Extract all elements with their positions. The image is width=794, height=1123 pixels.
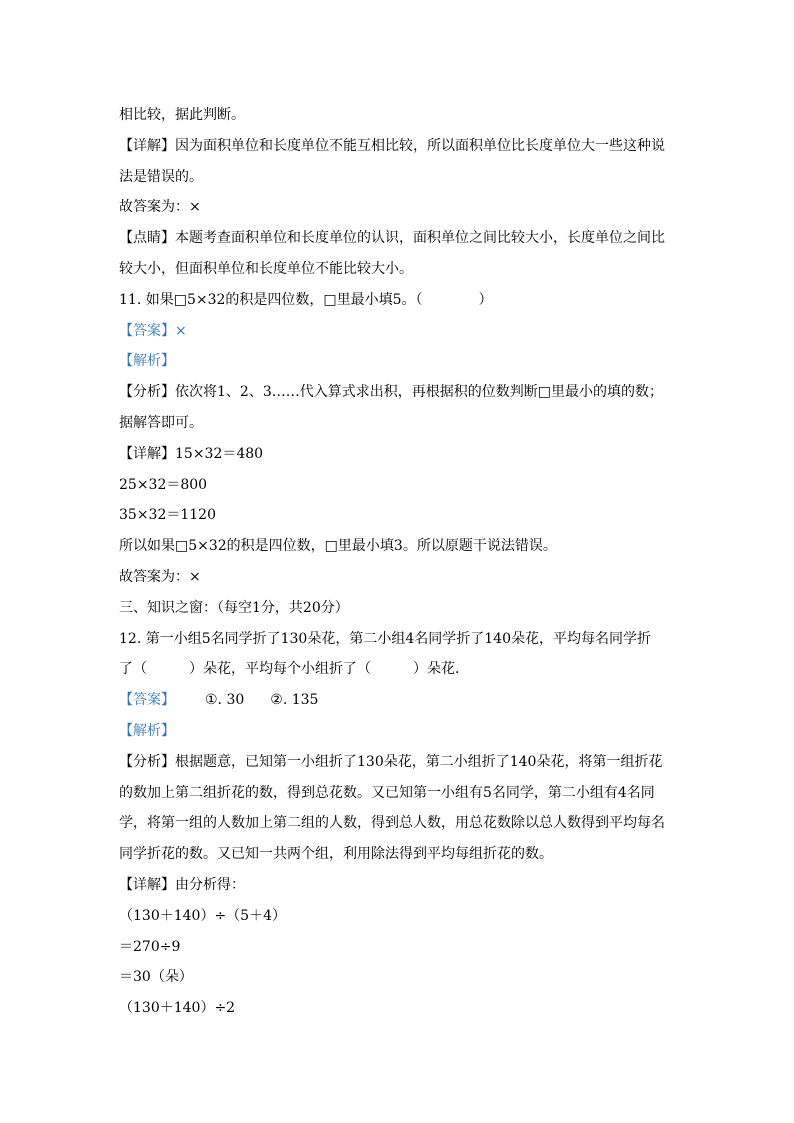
answer-label: 【答案】	[119, 692, 175, 709]
text-line: 同学折花的数。又已知一共两个组，利用除法得到平均每组折花的数。	[119, 846, 553, 863]
section-heading: 三、知识之窗：（每空1分，共20分）	[119, 599, 349, 616]
answer-label: 【答案】×	[119, 322, 187, 339]
text-line: 【详解】因为面积单位和长度单位不能互相比较，所以面积单位比长度单位大一些这种说	[119, 137, 665, 154]
document-body	[119, 100, 679, 1024]
text-line: 【分析】依次将1、2、3……代入算式求出积，再根据积的位数判断□里最小的填的数；	[119, 384, 663, 401]
text-line: 较大小，但面积单位和长度单位不能比较大小。	[119, 260, 413, 277]
question-11: 11. 如果□5×32的积是四位数，□里最小填5。（ ）	[119, 291, 493, 308]
equation-line: ＝270÷9	[119, 938, 181, 955]
text-line: 法是错误的。	[119, 168, 203, 185]
text-line: 据解答即可。	[119, 414, 203, 431]
answer-value-1: ①. 30	[205, 692, 245, 709]
text-line: 故答案为：×	[119, 568, 201, 585]
text-line: 【分析】根据题意，已知第一小组折了130朵花，第二小组折了140朵花，将第一组折花	[119, 753, 663, 770]
text-line: 25×32＝800	[119, 476, 208, 493]
text-line: 的数加上第二组折花的数，得到总花数。又已知第一小组有5名同学，第二小组有4名同	[119, 784, 655, 801]
text-line: 35×32＝1120	[119, 507, 216, 524]
text-line: 相比较，据此判断。	[119, 107, 245, 123]
text-line: 故答案为：×	[119, 199, 201, 216]
question-12: 12. 第一小组5名同学折了130朵花，第二小组4名同学折了140朵花，平均每名同学折	[119, 630, 651, 647]
equation-line: （130＋140）÷（5＋4）	[119, 907, 286, 924]
analysis-label: 【解析】	[119, 353, 175, 370]
text-line: 【详解】由分析得：	[119, 876, 245, 893]
text-line: 【点睛】本题考查面积单位和长度单位的认识，面积单位之间比较大小，长度单位之间比	[119, 230, 665, 247]
equation-line: （130＋140）÷2	[119, 1000, 236, 1017]
equation-line: ＝30（朵）	[119, 969, 193, 986]
analysis-label: 【解析】	[119, 722, 175, 739]
text-line: 了（ ）朵花，平均每个小组折了（ ）朵花．	[119, 661, 469, 678]
answer-row	[119, 685, 679, 716]
answer-value-2: ②. 135	[270, 692, 319, 709]
text-line: 所以如果□5×32的积是四位数，□里最小填3。所以原题干说法错误。	[119, 538, 557, 555]
text-line: 学，将第一组的人数加上第二组的人数，得到总人数，用总花数除以总人数得到平均每名	[119, 815, 665, 832]
text-line: 【详解】15×32＝480	[119, 445, 264, 462]
